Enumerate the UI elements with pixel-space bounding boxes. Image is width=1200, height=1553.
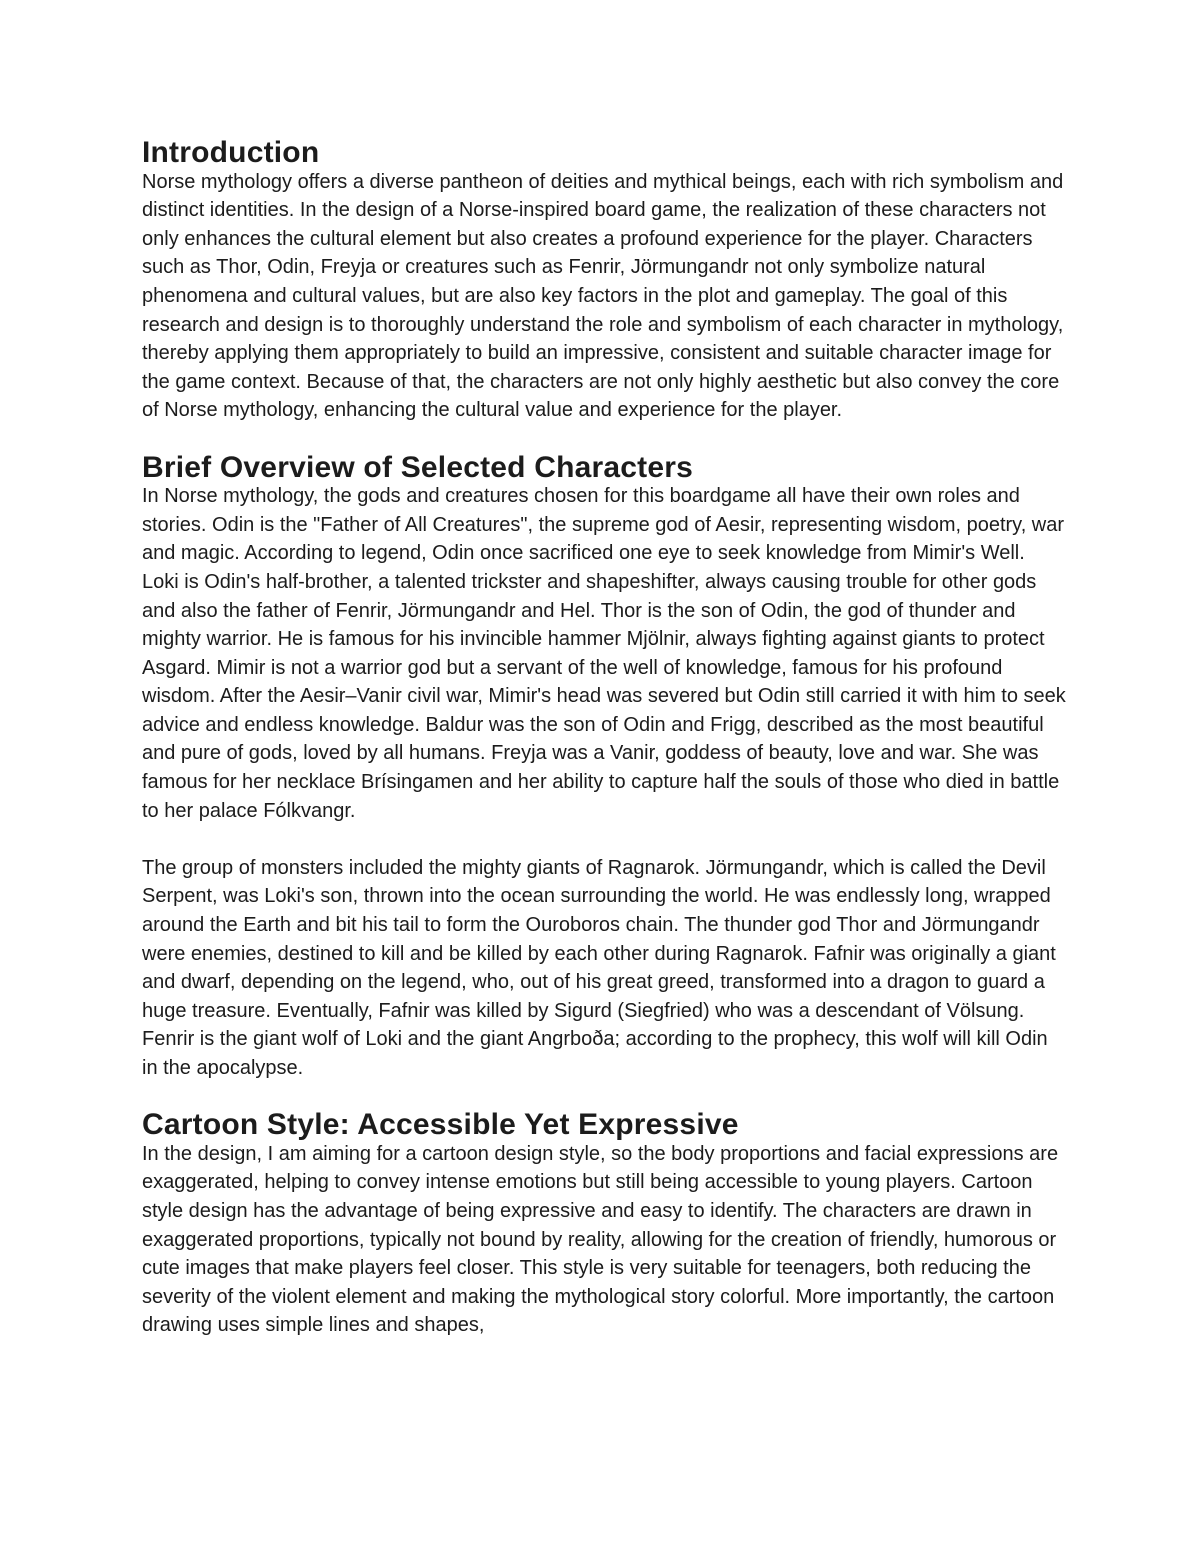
- heading-cartoon-style: Cartoon Style: Accessible Yet Expressive: [142, 1108, 739, 1142]
- document-page: [142, 136, 1067, 1340]
- paragraph-spacer: [142, 1083, 1067, 1112]
- heading-brief-overview: Brief Overview of Selected Characters: [142, 450, 693, 484]
- heading-introduction: Introduction: [142, 136, 320, 169]
- paragraph-monsters-overview: The group of monsters included the mighty giants of Ragnarok. Jörmungandr, which is called the Devil Serpent, was Loki's son, thrown into the ocean surrounding the world. He was endlessly long, wrapped around the Earth and bit his tail to form the Ouroboros chain. The thunder god Thor and Jörmungandr were enemies, destined to kill and be killed by each other during Ragnarok. Fafnir was originally a giant and dwarf, depending on the legend, who, out of his great greed, transformed into a dragon to guard a huge treasure. Eventually, Fafnir was killed by Sigurd (Siegfried) who was a descendant of Völsung. Fenrir is the giant wolf of Loki and the giant Angrboða; according to the prophecy, this wolf will kill Odin in the apocalypse.: [142, 856, 1056, 1079]
- paragraph-cartoon-style: In the design, I am aiming for a cartoon design style, so the body proportions and facial expressions are exaggerated, helping to convey intense emotions but still being accessible to young players. Cartoon style design has the advantage of being expressive and easy to identify. The characters are drawn in exaggerated proportions, typically not bound by reality, allowing for the creation of friendly, humorous or cute images that make players feel closer. This style is very suitable for teenagers, both reducing the severity of the violent element and making the mythological story colorful. More importantly, the cartoon drawing uses simple lines and shapes,: [142, 1142, 1059, 1337]
- paragraph-spacer: [142, 425, 1067, 454]
- paragraph-gods-overview: In Norse mythology, the gods and creatures chosen for this boardgame all have their own roles and stories. Odin is the "Father of All Creatures", the supreme god of Aesir, representing wisdom, poetry, war and magic. According to legend, Odin once sacrificed one eye to seek knowledge from Mimir's Well. Loki is Odin's half-brother, a talented trickster and shapeshifter, always causing trouble for other gods and also the father of Fenrir, Jörmungandr and Hel. Thor is the son of Odin, the god of thunder and mighty warrior. He is famous for his invincible hammer Mjölnir, always fighting against giants to protect Asgard. Mimir is not a warrior god but a servant of the well of knowledge, famous for his profound wisdom. After the Aesir–Vanir civil war, Mimir's head was severed but Odin still carried it with him to seek advice and endless knowledge. Baldur was the son of Odin and Frigg, described as the most beautiful and pure of gods, loved by all humans. Freyja was a Vanir, goddess of beauty, love and war. She was famous for her necklace Brísingamen and her ability to capture half the souls of those who died in battle to her palace Fólkvangr.: [142, 485, 1066, 822]
- paragraph-spacer: [142, 825, 1067, 854]
- paragraph-introduction: Norse mythology offers a diverse pantheon of deities and mythical beings, each with rich symbolism and distinct identities. In the design of a Norse-inspired board game, the realization of these characters not only enhances the cultural element but also creates a profound experience for the player. Characters such as Thor, Odin, Freyja or creatures such as Fenrir, Jörmungandr not only symbolize natural phenomena and cultural values, but are also key factors in the plot and gameplay. The goal of this research and design is to thoroughly understand the role and symbolism of each character in mythology, thereby applying them appropriately to build an impressive, consistent and suitable character image for the game context. Because of that, the characters are not only highly aesthetic but also convey the core of Norse mythology, enhancing the cultural value and experience for the player.: [142, 170, 1064, 422]
